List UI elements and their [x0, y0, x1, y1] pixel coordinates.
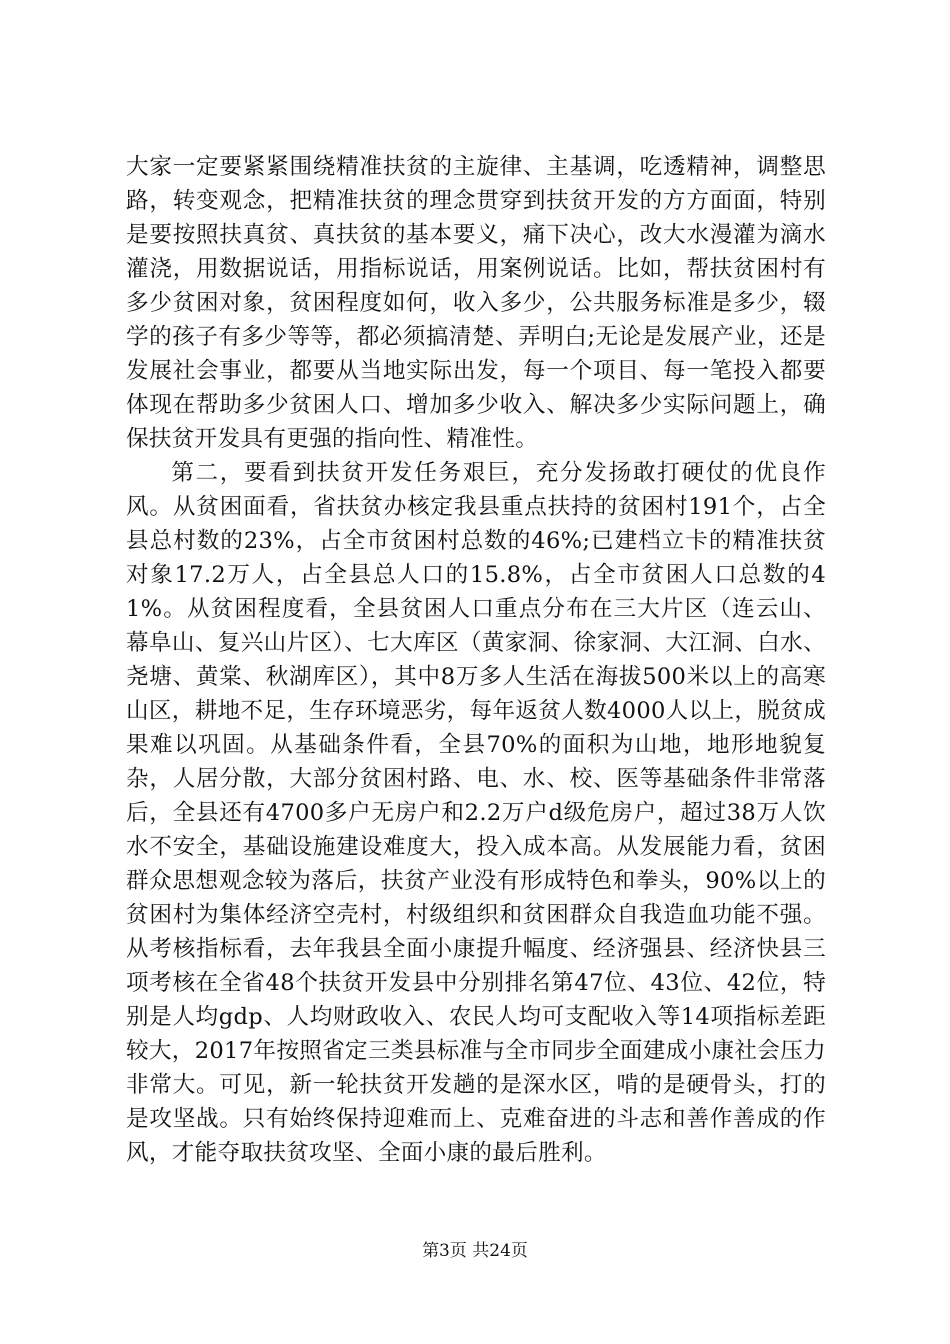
- paragraph-second-point: 第二，要看到扶贫开发任务艰巨，充分发扬敢打硬仗的优良作风。从贫困面看，省扶贫办核定我县重点扶持的贫困村191个，占全县总村数的23%，占全市贫困村总数的46%;已建档立卡的精准扶贫对象17.2万人，占全县总人口的15.8%，占全市贫困人口总数的41%。从贫困程度看，全县贫困人口重点分布在三大片区（连云山、幕阜山、复兴山片区）、七大库区（黄家洞、徐家洞、大江洞、白水、尧塘、黄棠、秋湖库区），其中8万多人生活在海拔500米以上的高寒山区，耕地不足，生存环境恶劣，每年返贫人数4000人以上，脱贫成果难以巩固。从基础条件看，全县70%的面积为山地，地形地貌复杂，人居分散，大部分贫困村路、电、水、校、医等基础条件非常落后，全县还有4700多户无房户和2.2万户d级危房户，超过38万人饮水不安全，基础设施建设难度大，投入成本高。从发展能力看，贫困群众思想观念较为落后，扶贫产业没有形成特色和拳头，90%以上的贫困村为集体经济空壳村，村级组织和贫困群众自我造血功能不强。从考核指标看，去年我县全面小康提升幅度、经济强县、经济快县三项考核在全省48个扶贫开发县中分别排名第47位、43位、42位，特别是人均gdp、人均财政收入、农民人均可支配收入等14项指标差距较大，2017年按照省定三类县标准与全市同步全面建成小康社会压力非常大。可见，新一轮扶贫开发趟的是深水区，啃的是硬骨头，打的是攻坚战。只有始终保持迎难而上、克难奋进的斗志和善作善成的作风，才能夺取扶贫攻坚、全面小康的最后胜利。: [126, 460, 826, 1166]
- page-footer: 第3页 共24页: [422, 1241, 528, 1261]
- paragraph-continued: 大家一定要紧紧围绕精准扶贫的主旋律、主基调，吃透精神，调整思路，转变观念，把精准扶贫的理念贯穿到扶贫开发的方方面面，特别是要按照扶真贫、真扶贫的基本要义，痛下决心，改大水漫灌为滴水灌浇，用数据说话，用指标说话，用案例说话。比如，帮扶贫困村有多少贫困对象，贫困程度如何，收入多少，公共服务标准是多少，辍学的孩子有多少等等，都必须搞清楚、弄明白;无论是发展产业，还是发展社会事业，都要从当地实际出发，每一个项目、每一笔投入都要体现在帮助多少贫困人口、增加多少收入、解决多少实际问题上，确保扶贫开发具有更强的指向性、精准性。: [126, 154, 826, 452]
- document-body: [126, 150, 826, 1170]
